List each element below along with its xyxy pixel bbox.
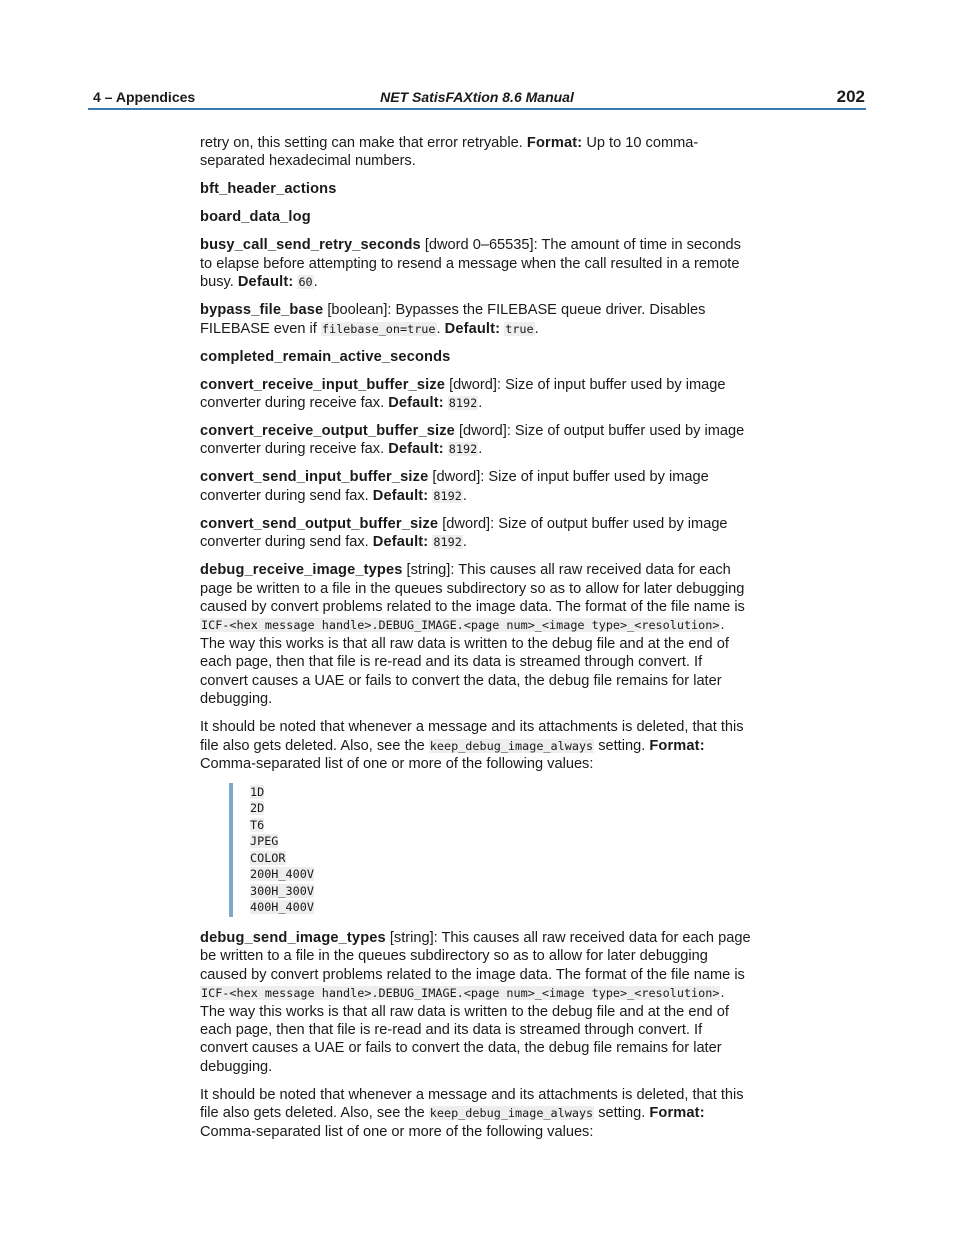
default-value: 8192 [448, 396, 478, 411]
entry-completed-remain-active-seconds [200, 348, 752, 366]
format-label: Format: [649, 1105, 705, 1122]
code-line: 1D [250, 784, 265, 799]
code-block-values [229, 783, 752, 917]
intro-paragraph: retry on, this setting can make that error retryable. Format: Up to 10 comma-separated hexadecimal numbers. [200, 135, 699, 170]
manual-title: NET SatisFAXtion 8.6 Manual [380, 89, 574, 105]
code-line: JPEG [250, 834, 279, 849]
default-value: 8192 [448, 442, 478, 457]
default-value: 8192 [433, 535, 462, 550]
entry-convert-send-output-buffer-size: convert_send_output_buffer_size [dword]: Size of output buffer used by image converter during send fax. Default: 8192. [200, 515, 728, 551]
format-label: Format: [649, 737, 705, 754]
format-label: Format: [526, 135, 583, 151]
section-title: 4 – Appendices [93, 89, 196, 105]
inline-code: keep_debug_image_always [429, 1106, 594, 1121]
setting-name: debug_send_image_types [200, 929, 386, 946]
default-label: Default: [444, 320, 501, 337]
inline-code: filebase_on=true [321, 321, 436, 336]
entry-debug-send-image-types: debug_send_image_types [string]: This causes all raw received data for each page be written to a file in the queues subdirectory so as to allow for later debugging caused by convert problems related to the image data. The format of the file name is ICF-<hex message handle>.DEBUG_IMAGE.<page num>_<image type>_<resolution>. The way this works is that all raw data is written to the debug file and at the end of each page, then that file is re-read and its data is streamed through convert. If convert causes a UAE or fails to convert the data, the debug file remains for later debugging. [200, 929, 751, 1075]
setting-name: debug_receive_image_types [200, 562, 403, 579]
entry-convert-send-input-buffer-size: convert_send_input_buffer_size [dword]: Size of input buffer used by image converter during send fax. Default: 8192. [200, 469, 709, 504]
default-label: Default: [237, 274, 294, 291]
entry-convert-receive-input-buffer-size: convert_receive_input_buffer_size [dword]: Size of input buffer used by image converter during receive fax. Default: 8192. [200, 376, 726, 412]
entry-busy-call-send-retry-seconds: busy_call_send_retry_seconds [dword 0–65535]: The amount of time in seconds to elapse before attempting to resend a message when the call resulted in a remote busy. Default: 60. [200, 237, 741, 291]
default-value: true [505, 321, 534, 336]
entry-bypass-file-base: bypass_file_base [boolean]: Bypasses the FILEBASE queue driver. Disables FILEBASE even if filebase_on=true. Default: true. [200, 302, 706, 337]
note-paragraph: It should be noted that whenever a message and its attachments is deleted, that this file also gets deleted. Also, see the keep_debug_image_always setting. Format: Comma-separated list of one or more of the following values: [200, 1086, 744, 1140]
code-line: T6 [250, 817, 265, 832]
note-paragraph: It should be noted that whenever a message and its attachments is deleted, that this file also gets deleted. Also, see the keep_debug_image_always setting. Format: Comma-separated list of one or more of the following values: [200, 719, 744, 772]
setting-name: board_data_log [200, 209, 311, 226]
page-number: 202 [836, 87, 865, 106]
entry-bft-header-actions [200, 180, 752, 198]
default-value: 8192 [433, 488, 462, 503]
default-label: Default: [388, 441, 444, 458]
default-value: 60 [298, 275, 313, 290]
default-label: Default: [372, 487, 429, 504]
default-label: Default: [388, 395, 444, 412]
code-line: 300H_300V [250, 883, 314, 898]
entry-convert-receive-output-buffer-size: convert_receive_output_buffer_size [dword]: Size of output buffer used by image converter during receive fax. Default: 8192. [200, 423, 745, 458]
setting-name: convert_send_input_buffer_size [200, 469, 429, 486]
setting-name: convert_send_output_buffer_size [200, 515, 439, 532]
page-header [88, 88, 866, 110]
page-body [200, 134, 752, 1151]
entry-debug-receive-image-types: debug_receive_image_types [string]: This causes all raw received data for each page be written to a file in the queues subdirectory so as to allow for later debugging caused by convert problems related to the image data. The format of the file name is ICF-<hex message handle>.DEBUG_IMAGE.<page num>_<image type>_<resolution>. The way this works is that all raw data is written to the debug file and at the end of each page, then that file is re-read and its data is streamed through convert. If convert causes a UAE or fails to convert the data, the debug file remains for later debugging. [200, 562, 745, 708]
setting-name: bypass_file_base [200, 302, 324, 319]
setting-name: busy_call_send_retry_seconds [200, 237, 421, 254]
setting-name: convert_receive_input_buffer_size [200, 376, 446, 393]
setting-name: bft_header_actions [200, 181, 337, 198]
code-line: 200H_400V [250, 867, 314, 882]
code-line: COLOR [250, 850, 286, 865]
setting-name: convert_receive_output_buffer_size [200, 423, 455, 440]
inline-code: keep_debug_image_always [429, 738, 594, 753]
code-line: 2D [250, 801, 265, 816]
code-line: 400H_400V [250, 900, 314, 915]
inline-code: ICF-<hex message handle>.DEBUG_IMAGE.<page num>_<image type>_<resolution> [201, 618, 720, 633]
default-label: Default: [372, 534, 429, 551]
inline-code: ICF-<hex message handle>.DEBUG_IMAGE.<page num>_<image type>_<resolution> [201, 986, 720, 1001]
entry-board-data-log [200, 208, 752, 226]
setting-name: completed_remain_active_seconds [200, 348, 451, 365]
